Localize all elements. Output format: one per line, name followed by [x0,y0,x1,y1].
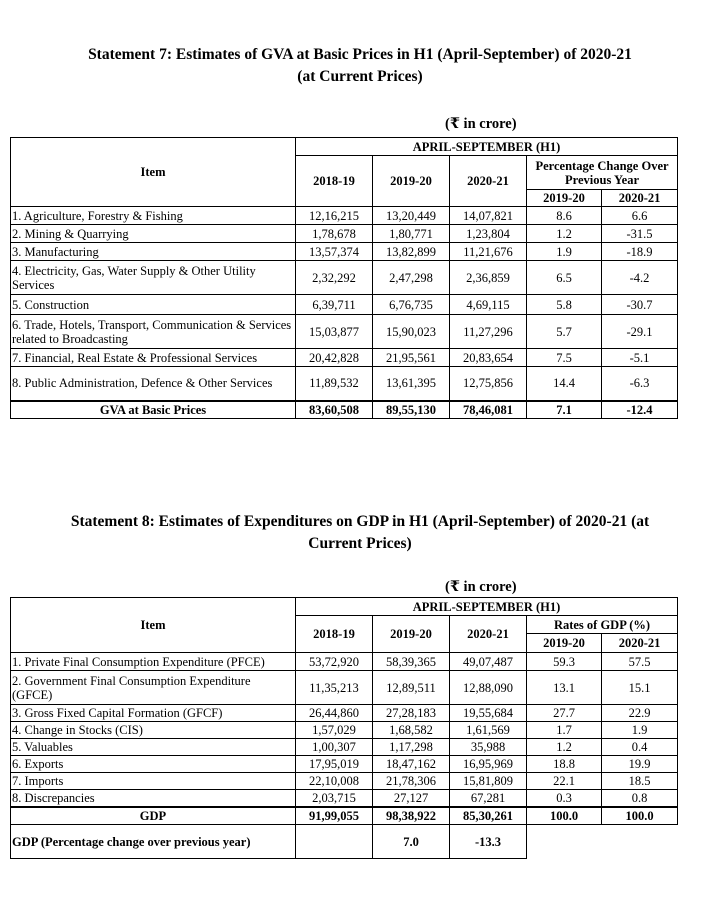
value-cell: 15,03,877 [296,315,373,349]
growth-label: GDP (Percentage change over previous year) [11,825,296,859]
statement7-period-header: APRIL-SEPTEMBER (H1) [296,138,678,156]
empty-cell [296,825,373,859]
row-item: 6. Exports [11,756,296,773]
pct-cell: 14.4 [527,367,602,401]
row-item: 2. Mining & Quarrying [11,225,296,243]
value-cell: 13,57,374 [296,243,373,261]
value-cell: 21,95,561 [373,349,450,367]
row-item: 4. Change in Stocks (CIS) [11,722,296,739]
row-item: 6. Trade, Hotels, Transport, Communication & Services related to Broadcasting [11,315,296,349]
table-row [11,739,678,756]
table-row [11,295,678,315]
row-item: 8. Public Administration, Defence & Other Services [11,367,296,401]
value-cell: 1,78,678 [296,225,373,243]
value-cell: 11,21,676 [450,243,527,261]
row-item: 4. Electricity, Gas, Water Supply & Other Utility Services [11,261,296,295]
total-value: 98,38,922 [373,807,450,825]
value-cell: 21,78,306 [373,773,450,790]
pct-cell: 7.5 [527,349,602,367]
pct-cell: 8.6 [527,207,602,225]
value-cell: 35,988 [450,739,527,756]
row-item: 3. Manufacturing [11,243,296,261]
value-cell: 16,95,969 [450,756,527,773]
value-cell: 13,61,395 [373,367,450,401]
total-value: -12.4 [602,401,678,419]
growth-value: 7.0 [373,825,450,859]
statement7-year-header: 2019-20 [373,156,450,207]
value-cell: 26,44,860 [296,705,373,722]
pct-cell: 15.1 [602,671,678,705]
table-row [11,349,678,367]
table-row [11,653,678,671]
statement8-title-line2: Current Prices) [308,535,412,552]
value-cell: 1,00,307 [296,739,373,756]
value-cell: 2,47,298 [373,261,450,295]
total-value: 100.0 [527,807,602,825]
value-cell: 13,20,449 [373,207,450,225]
table-row [11,315,678,349]
pct-cell: 1.9 [527,243,602,261]
value-cell: 17,95,019 [296,756,373,773]
total-value: 89,55,130 [373,401,450,419]
value-cell: 4,69,115 [450,295,527,315]
table-row [11,773,678,790]
statement8-title-line1: Statement 8: Estimates of Expenditures on GDP in H1 (April-September) of 2020-21 (at [70,513,650,530]
pct-cell: -30.7 [602,295,678,315]
pct-cell: 57.5 [602,653,678,671]
value-cell: 20,42,828 [296,349,373,367]
value-cell: 11,35,213 [296,671,373,705]
total-value: 83,60,508 [296,401,373,419]
total-value: 85,30,261 [450,807,527,825]
pct-cell: 1.9 [602,722,678,739]
value-cell: 1,23,804 [450,225,527,243]
pct-cell: 13.1 [527,671,602,705]
statement8-year-header: 2019-20 [373,616,450,653]
value-cell: 12,75,856 [450,367,527,401]
table-row [11,243,678,261]
statement8-pct-year: 2019-20 [527,634,602,653]
pct-cell: 6.6 [602,207,678,225]
value-cell: 15,81,809 [450,773,527,790]
blank-space [527,825,678,859]
statement8-pct-header: Rates of GDP (%) [527,616,678,634]
pct-cell: -5.1 [602,349,678,367]
value-cell: 1,17,298 [373,739,450,756]
statement7-table [10,137,678,419]
value-cell: 18,47,162 [373,756,450,773]
statement8-item-header: Item [11,598,296,653]
value-cell: 11,27,296 [450,315,527,349]
pct-cell: 0.3 [527,790,602,807]
value-cell: 6,39,711 [296,295,373,315]
value-cell: 27,127 [373,790,450,807]
pct-cell: 1.2 [527,739,602,756]
pct-cell: 22.9 [602,705,678,722]
statement7-year-header: 2020-21 [450,156,527,207]
growth-row [11,825,678,859]
value-cell: 1,61,569 [450,722,527,739]
total-value: 100.0 [602,807,678,825]
value-cell: 1,57,029 [296,722,373,739]
value-cell: 53,72,920 [296,653,373,671]
value-cell: 67,281 [450,790,527,807]
value-cell: 2,32,292 [296,261,373,295]
pct-cell: 5.7 [527,315,602,349]
statement7-pct-year: 2019-20 [527,190,602,207]
pct-cell: 0.8 [602,790,678,807]
total-value: 78,46,081 [450,401,527,419]
value-cell: 12,89,511 [373,671,450,705]
row-item: 5. Construction [11,295,296,315]
pct-cell: 59.3 [527,653,602,671]
value-cell: 27,28,183 [373,705,450,722]
value-cell: 58,39,365 [373,653,450,671]
row-item: 7. Imports [11,773,296,790]
statement8-pct-year: 2020-21 [602,634,678,653]
row-item: 3. Gross Fixed Capital Formation (GFCF) [11,705,296,722]
statement7-unit: (₹ in crore) [445,116,517,132]
pct-cell: 6.5 [527,261,602,295]
value-cell: 22,10,008 [296,773,373,790]
table-row [11,225,678,243]
pct-cell: 1.7 [527,722,602,739]
value-cell: 2,03,715 [296,790,373,807]
pct-cell: 19.9 [602,756,678,773]
table-row [11,756,678,773]
row-item: 7. Financial, Real Estate & Professional Services [11,349,296,367]
value-cell: 49,07,487 [450,653,527,671]
value-cell: 12,88,090 [450,671,527,705]
value-cell: 11,89,532 [296,367,373,401]
pct-cell: 18.8 [527,756,602,773]
statement8-period-header: APRIL-SEPTEMBER (H1) [296,598,678,616]
pct-cell: -4.2 [602,261,678,295]
value-cell: 6,76,735 [373,295,450,315]
statement8-table [10,597,678,859]
value-cell: 1,68,582 [373,722,450,739]
total-label: GDP [11,807,296,825]
pct-cell: 0.4 [602,739,678,756]
total-value: 7.1 [527,401,602,419]
pct-cell: 5.8 [527,295,602,315]
row-item: 8. Discrepancies [11,790,296,807]
pct-cell: -31.5 [602,225,678,243]
growth-value: -13.3 [450,825,527,859]
value-cell: 14,07,821 [450,207,527,225]
statement7-pct-year: 2020-21 [602,190,678,207]
pct-cell: -18.9 [602,243,678,261]
pct-cell: 1.2 [527,225,602,243]
row-item: 5. Valuables [11,739,296,756]
row-item: 2. Government Final Consumption Expenditure (GFCE) [11,671,296,705]
table-row [11,790,678,807]
statement7-year-header: 2018-19 [296,156,373,207]
row-item: 1. Agriculture, Forestry & Fishing [11,207,296,225]
statement8-year-header: 2020-21 [450,616,527,653]
total-value: 91,99,055 [296,807,373,825]
table-row [11,722,678,739]
value-cell: 20,83,654 [450,349,527,367]
table-row [11,261,678,295]
value-cell: 2,36,859 [450,261,527,295]
value-cell: 1,80,771 [373,225,450,243]
table-row [11,671,678,705]
value-cell: 19,55,684 [450,705,527,722]
pct-cell: -6.3 [602,367,678,401]
total-label: GVA at Basic Prices [11,401,296,419]
pct-cell: -29.1 [602,315,678,349]
pct-cell: 18.5 [602,773,678,790]
value-cell: 15,90,023 [373,315,450,349]
total-row [11,401,678,419]
pct-cell: 27.7 [527,705,602,722]
table-row [11,367,678,401]
table-row [11,705,678,722]
statement8-unit: (₹ in crore) [445,579,517,595]
value-cell: 13,82,899 [373,243,450,261]
statement8-year-header: 2018-19 [296,616,373,653]
statement7-pct-header: Percentage Change Over Previous Year [527,156,678,190]
table-row [11,207,678,225]
total-row [11,807,678,825]
row-item: 1. Private Final Consumption Expenditure (PFCE) [11,653,296,671]
value-cell: 12,16,215 [296,207,373,225]
pct-cell: 22.1 [527,773,602,790]
statement7-item-header: Item [11,138,296,207]
statement7-title-line1: Statement 7: Estimates of GVA at Basic Prices in H1 (April-September) of 2020-21 [88,46,632,63]
statement7-title-line2: (at Current Prices) [297,68,423,85]
